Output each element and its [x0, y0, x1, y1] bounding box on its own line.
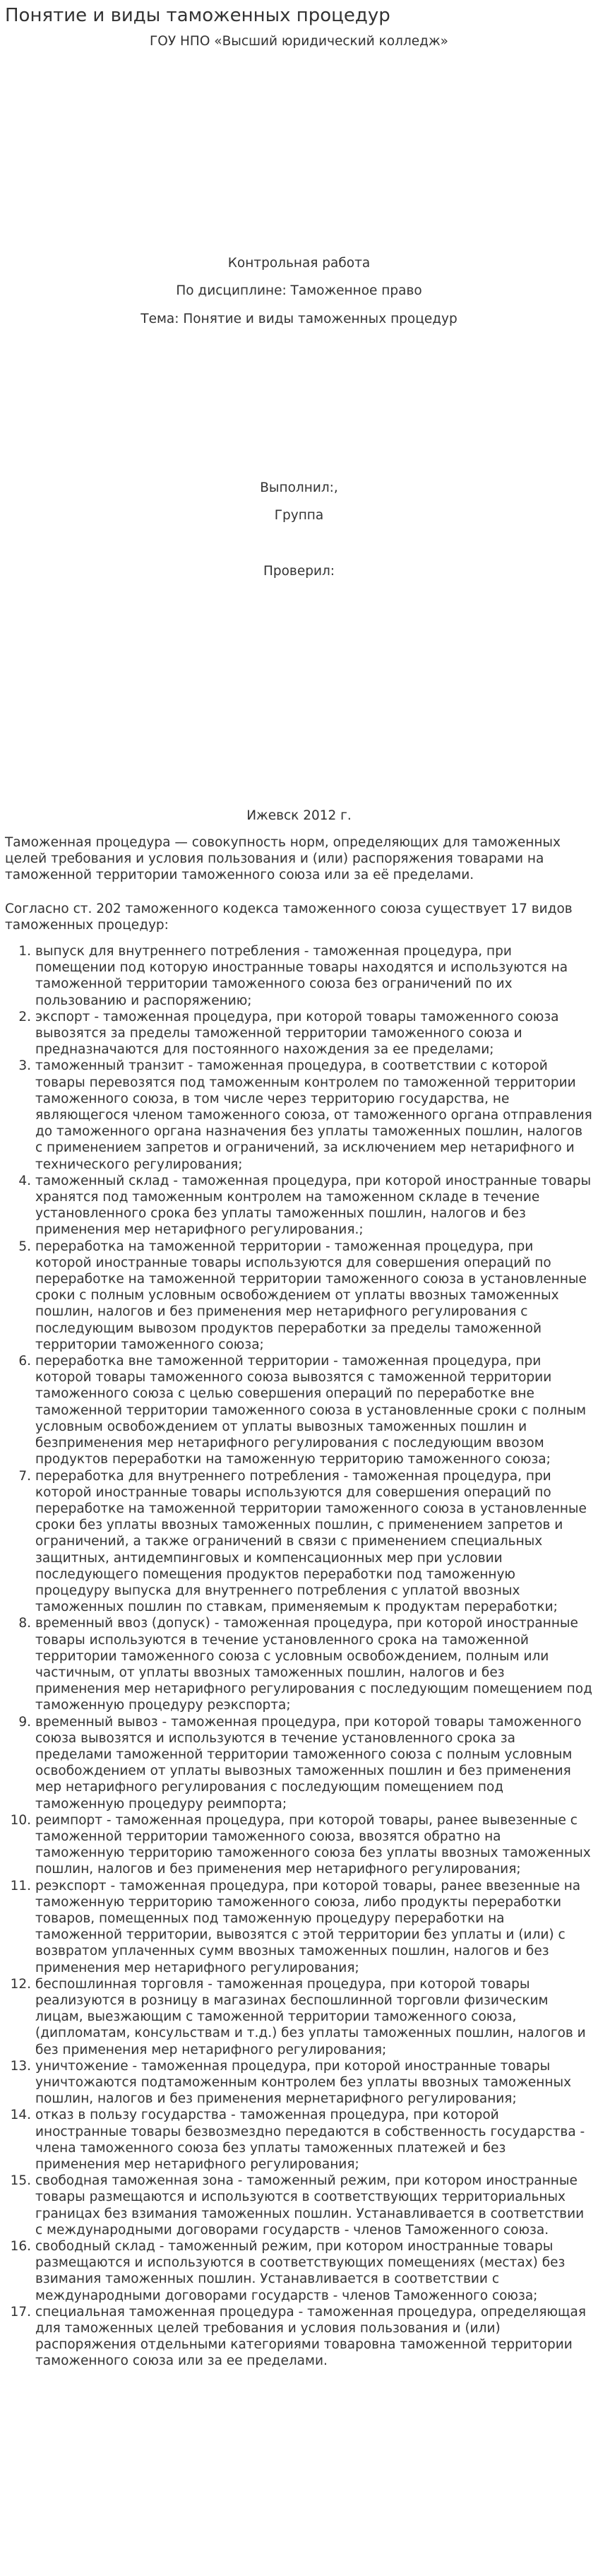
procedure-number: 4.	[18, 1173, 31, 1188]
procedure-number: 6.	[18, 1354, 31, 1369]
procedure-item	[0, 943, 593, 1009]
organization-name: ГОУ НПО «Высший юридический колледж»	[150, 34, 448, 49]
procedure-number: 3.	[18, 1058, 31, 1074]
discipline-line: По дисциплине: Таможенное право	[176, 283, 422, 298]
procedure-item	[0, 1878, 593, 1976]
procedure-item	[0, 2238, 593, 2304]
procedure-number: 10.	[10, 1812, 31, 1828]
work-type: Контрольная работа	[227, 256, 371, 271]
procedure-item	[0, 2058, 593, 2108]
procedure-number: 15.	[10, 2173, 31, 2189]
procedure-text: уничтожение - таможенная процедура, при которой иностранные товары уничтожаются подтаможенным контролем без уплаты ввозных таможенных пошлин, налогов и без применения мернетарифного регулирования;	[35, 2058, 572, 2107]
procedure-text: переработка вне таможенной территории - таможенная процедура, при которой товары таможенного союза вывозятся с таможенной территории таможенного союза с целью совершения операций по переработке вне таможенной территории таможенного союза в установленные сроки с полным условным освобождением от уплаты вывозных таможенных пошлин и безприменения мер нетарифного регулирования с последующим ввозом продуктов переработки на таможенную территорию таможенного союза;	[35, 1354, 587, 1467]
procedure-number: 12.	[10, 1976, 31, 1992]
procedure-item	[0, 2304, 593, 2370]
procedure-number: 2.	[18, 1009, 31, 1024]
procedure-number: 8.	[18, 1616, 31, 1631]
procedure-item	[0, 2173, 593, 2238]
procedure-text: реимпорт - таможенная процедура, при которой товары, ранее вывезенные с таможенной территории таможенного союза, ввозятся обратно на таможенную территорию таможенного союза без уплаты ввозных таможенных пошлин, налогов и без применения мер нетарифного регулирования;	[35, 1812, 591, 1877]
procedure-item	[0, 1173, 593, 1239]
procedure-text: отказ в пользу государства - таможенная процедура, при которой иностранные товары безвозмездно передаются в собственность государства - члена таможенного союза без уплаты таможенных платежей и без применения мер нетарифного регулирования;	[35, 2108, 585, 2173]
procedure-item	[0, 1812, 593, 1878]
procedure-item	[0, 1976, 593, 2058]
procedure-item	[0, 1468, 593, 1616]
procedure-number: 1.	[18, 944, 31, 959]
procedure-number: 17.	[10, 2304, 31, 2320]
procedure-item	[0, 1239, 593, 1353]
procedure-text: таможенный склад - таможенная процедура, при которой иностранные товары хранятся под таможенным контролем на таможенном складе в течение установленного срока без уплаты таможенных пошлин, налогов и без применения мер нетарифного регулирования.;	[35, 1173, 592, 1238]
procedure-item	[0, 1009, 593, 1058]
procedure-text: переработка для внутреннего потребления - таможенная процедура, при которой иностранные товары используются для совершения операций по переработке на таможенной территории таможенного союза в установленные сроки без уплаты ввозных таможенных пошлин, с применением запретов и ограничений, а также ограничений в связи с применением специальных защитных, антидемпинговых и компенсационных мер при условии последующего помещения продуктов переработки под таможенную процедуру выпуска для внутреннего потребления с уплатой ввозных таможенных пошлин по ставкам, применяемым к продуктам переработки;	[35, 1468, 587, 1615]
definition-paragraph: Таможенная процедура — совокупность норм, определяющих для таможенных целей требования и условия пользования и (или) распоряжения товарами на таможенной территории таможенного союза или за её пределами.	[5, 835, 561, 883]
list-intro-paragraph: Согласно ст. 202 таможенного кодекса таможенного союза существует 17 видов таможенных процедур:	[5, 902, 573, 933]
city-year-line: Ижевск 2012 г.	[246, 808, 352, 823]
procedure-number: 16.	[10, 2239, 31, 2255]
procedure-text: реэкспорт - таможенная процедура, при которой товары, ранее ввезенные на таможенную территорию таможенного союза, либо продукты переработки товаров, помещенных под таможенную процедуру переработки на таможенной территории, вывозятся с этой территории без уплаты и (или) с возвратом уплаченных сумм ввозных таможенных пошлин, налогов и без применения мер нетарифного регулирования;	[35, 1878, 581, 1975]
procedure-item	[0, 1353, 593, 1467]
procedure-text: временный ввоз (допуск) - таможенная процедура, при которой иностранные товары используются в течение установленного срока на таможенной территории таможенного союза с условным освобождением, полным или частичным, от уплаты ввозных таможенных пошлин, налогов и без применения мер нетарифного регулирования с последующим помещением под таможенную процедуру реэкспорта;	[35, 1616, 592, 1713]
procedure-item	[0, 1714, 593, 1812]
procedure-text: специальная таможенная процедура - таможенная процедура, определяющая для таможенных целей требования и условия пользования и (или) распоряжения отдельными категориями товаровна таможенной территории таможенного союза или за ее пределами.	[35, 2304, 586, 2369]
procedure-text: переработка на таможенной территории - таможенная процедура, при которой иностранные товары используются для совершения операций по переработке на таможенной территории таможенного союза в установленные сроки с полным условным освобождением от уплаты ввозных таможенных пошлин, налогов и без применения мер нетарифного регулирования с последующим вывозом продуктов переработки за пределы таможенной территории таможенного союза;	[35, 1239, 587, 1352]
procedure-text: беспошлинная торговля - таможенная процедура, при которой товары реализуются в розницу в магазинах беспошлинной торговли физическим лицам, выезжающим с таможенной территории таможенного союза, (дипломатам, консульствам и т.д.) без уплаты таможенных пошлин, налогов и без применения мер нетарифного регулирования;	[35, 1976, 586, 2057]
procedure-text: таможенный транзит - таможенная процедура, в соответствии с которой товары перевозятся под таможенным контролем по таможенной территории таможенного союза, в том числе через территорию государства, не являющегося членом таможенного союза, от таможенного органа отправления до таможенного органа назначения без уплаты таможенных пошлин, налогов с применением запретов и ограничений, за исключением мер нетарифного и технического регулирования;	[35, 1058, 592, 1172]
procedure-text: временный вывоз - таможенная процедура, при которой товары таможенного союза вывозятся и используются в течение установленного срока за пределами таможенной территории таможенного союза с полным условным освобождением от уплаты вывозных таможенных пошлин и без применения мер нетарифного регулирования с последующим помещением под таможенную процедуру реимпорта;	[35, 1714, 582, 1812]
group-line: Группа	[274, 508, 324, 523]
procedure-number: 7.	[18, 1468, 31, 1484]
procedure-item	[0, 2107, 593, 2173]
procedure-number: 9.	[18, 1714, 31, 1730]
procedure-text: свободный склад - таможенный режим, при котором иностранные товары размещаются и используются в соответствующих помещениях (местах) без взимания таможенных пошлин. Устанавливается в соответствии с международными договорами государств - членов Таможенного союза;	[35, 2239, 566, 2303]
procedure-item	[0, 1615, 593, 1713]
procedure-number: 11.	[10, 1878, 31, 1893]
procedure-text: свободная таможенная зона - таможенный режим, при котором иностранные товары размещаются и используются в соответствующих территориальных границах без взимания таможенных пошлин. Устанавливается в соответствии с международными договорами государств - членов Таможенного союза.	[35, 2173, 585, 2238]
procedure-number: 14.	[10, 2108, 31, 2123]
topic-line: Тема: Понятие и виды таможенных процедур	[140, 312, 458, 326]
procedure-text: выпуск для внутреннего потребления - таможенная процедура, при помещении под которую иностранные товары находятся и используются на таможенной территории таможенного союза без ограничений по их пользованию и распоряжению;	[35, 944, 568, 1008]
procedure-text: экспорт - таможенная процедура, при которой товары таможенного союза вывозятся за пределы таможенной территории таможенного союза и предназначаются для постоянного нахождения за ее пределами;	[35, 1009, 559, 1058]
procedures-list	[0, 943, 598, 2370]
procedure-number: 5.	[18, 1239, 31, 1254]
document-title: Понятие и виды таможенных процедур	[5, 5, 390, 26]
procedure-number: 13.	[10, 2058, 31, 2074]
procedure-item	[0, 1058, 593, 1172]
completed-by-line: Выполнил:,	[260, 480, 338, 495]
checked-by-line: Проверил:	[263, 564, 335, 579]
